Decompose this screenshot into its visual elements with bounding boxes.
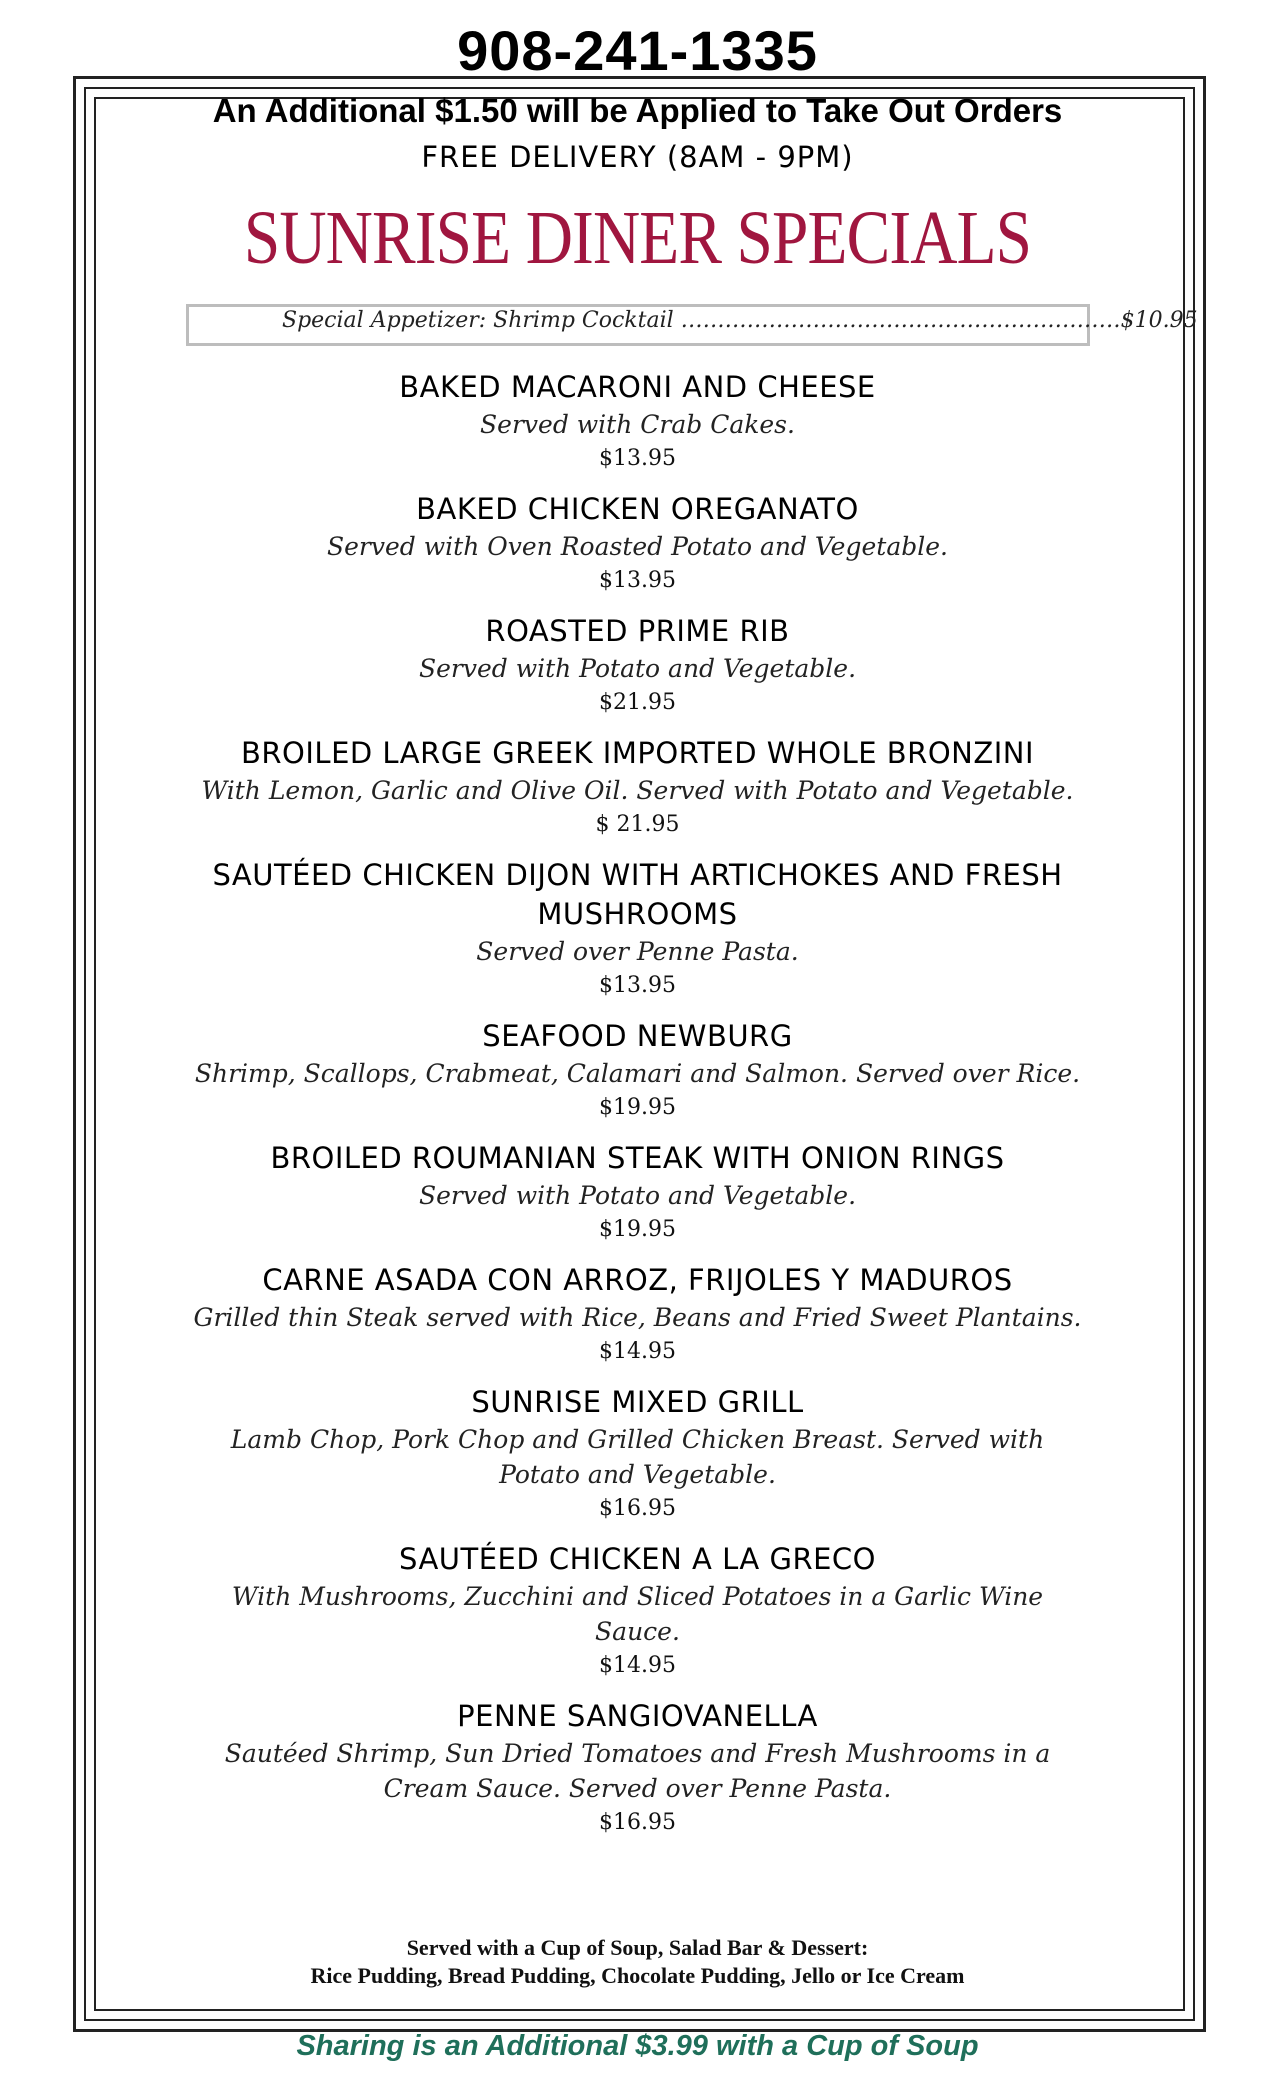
item-price: $14.95	[599, 1339, 676, 1364]
item-name: BAKED MACARONI AND CHEESE	[399, 370, 876, 404]
item-description: Served with Oven Roasted Potato and Vegetable.	[327, 532, 948, 561]
appetizer-label: Special Appetizer: Shrimp Cocktail	[282, 308, 674, 333]
sharing-note: Sharing is an Additional $3.99 with a Cup of Soup	[296, 2030, 979, 2062]
item-name: SEAFOOD NEWBURG	[482, 1019, 793, 1053]
item-name: BROILED LARGE GREEK IMPORTED WHOLE BRONZINI	[240, 736, 1035, 770]
item-description: Served over Penne Pasta.	[476, 937, 799, 966]
item-description: With Mushrooms, Zucchini and Sliced Potatoes in a Garlic Wine Sauce.	[231, 1582, 1044, 1646]
item-description: Served with Crab Cakes.	[480, 410, 795, 439]
special-item	[190, 368, 1085, 476]
special-item	[190, 1697, 1085, 1840]
item-price: $14.95	[599, 1653, 676, 1678]
item-price: $13.95	[599, 973, 676, 998]
phone-number: 908-241-1335	[457, 19, 818, 82]
special-item	[190, 734, 1085, 842]
item-description: Shrimp, Scallops, Crabmeat, Calamari and Salmon. Served over Rice.	[194, 1059, 1081, 1088]
item-price: $19.95	[599, 1095, 676, 1120]
special-item	[190, 1383, 1085, 1526]
special-item	[190, 1261, 1085, 1369]
item-description: With Lemon, Garlic and Olive Oil. Served with Potato and Vegetable.	[201, 776, 1074, 805]
item-description: Lamb Chop, Pork Chop and Grilled Chicken Breast. Served with Potato and Vegetable.	[230, 1425, 1045, 1489]
takeout-notice: An Additional $1.50 will be Applied to Take Out Orders	[212, 92, 1063, 129]
item-price: $16.95	[599, 1496, 676, 1521]
menu-title: SUNRISE DINER SPECIALS	[243, 196, 1032, 280]
item-price: $16.95	[599, 1810, 676, 1835]
item-name: BROILED ROUMANIAN STEAK WITH ONION RINGS	[270, 1141, 1005, 1175]
item-name: PENNE SANGIOVANELLA	[457, 1699, 818, 1733]
appetizer-leader-dots: ……………………………………………………	[680, 308, 1121, 333]
item-description: Grilled thin Steak served with Rice, Beans and Fried Sweet Plantains.	[193, 1303, 1082, 1332]
special-item	[190, 1017, 1085, 1125]
item-name: CARNE ASADA CON ARROZ, FRIJOLES Y MADUROS	[262, 1263, 1013, 1297]
special-item	[190, 1540, 1085, 1683]
special-item	[190, 856, 1085, 1003]
special-item	[190, 490, 1085, 598]
item-price: $13.95	[599, 568, 676, 593]
item-description: Served with Potato and Vegetable.	[418, 1181, 857, 1210]
delivery-hours: FREE DELIVERY (8AM - 9PM)	[421, 140, 854, 174]
served-with-line-1: Served with a Cup of Soup, Salad Bar & Dessert:	[406, 1935, 869, 1960]
item-name: BAKED CHICKEN OREGANATO	[416, 492, 859, 526]
appetizer-price: $10.95	[1120, 308, 1198, 333]
specials-list	[190, 368, 1085, 1854]
item-price: $ 21.95	[595, 812, 680, 837]
served-with-note	[0, 1934, 1275, 1990]
item-price: $21.95	[599, 690, 676, 715]
special-item	[190, 612, 1085, 720]
served-with-line-2: Rice Pudding, Bread Pudding, Chocolate Pudding, Jello or Ice Cream	[310, 1963, 965, 1988]
item-name: SAUTÉED CHICKEN DIJON WITH ARTICHOKES AND FRESH MUSHROOMS	[212, 858, 1063, 931]
item-price: $19.95	[599, 1217, 676, 1242]
special-item	[190, 1139, 1085, 1247]
item-description: Served with Potato and Vegetable.	[418, 654, 857, 683]
item-description: Sautéed Shrimp, Sun Dried Tomatoes and Fresh Mushrooms in a Cream Sauce. Served over Penne Pasta.	[224, 1739, 1051, 1803]
item-price: $13.95	[599, 446, 676, 471]
appetizer-line	[282, 308, 1198, 333]
item-name: SAUTÉED CHICKEN A LA GRECO	[399, 1542, 876, 1576]
item-name: ROASTED PRIME RIB	[485, 614, 790, 648]
item-name: SUNRISE MIXED GRILL	[471, 1385, 804, 1419]
